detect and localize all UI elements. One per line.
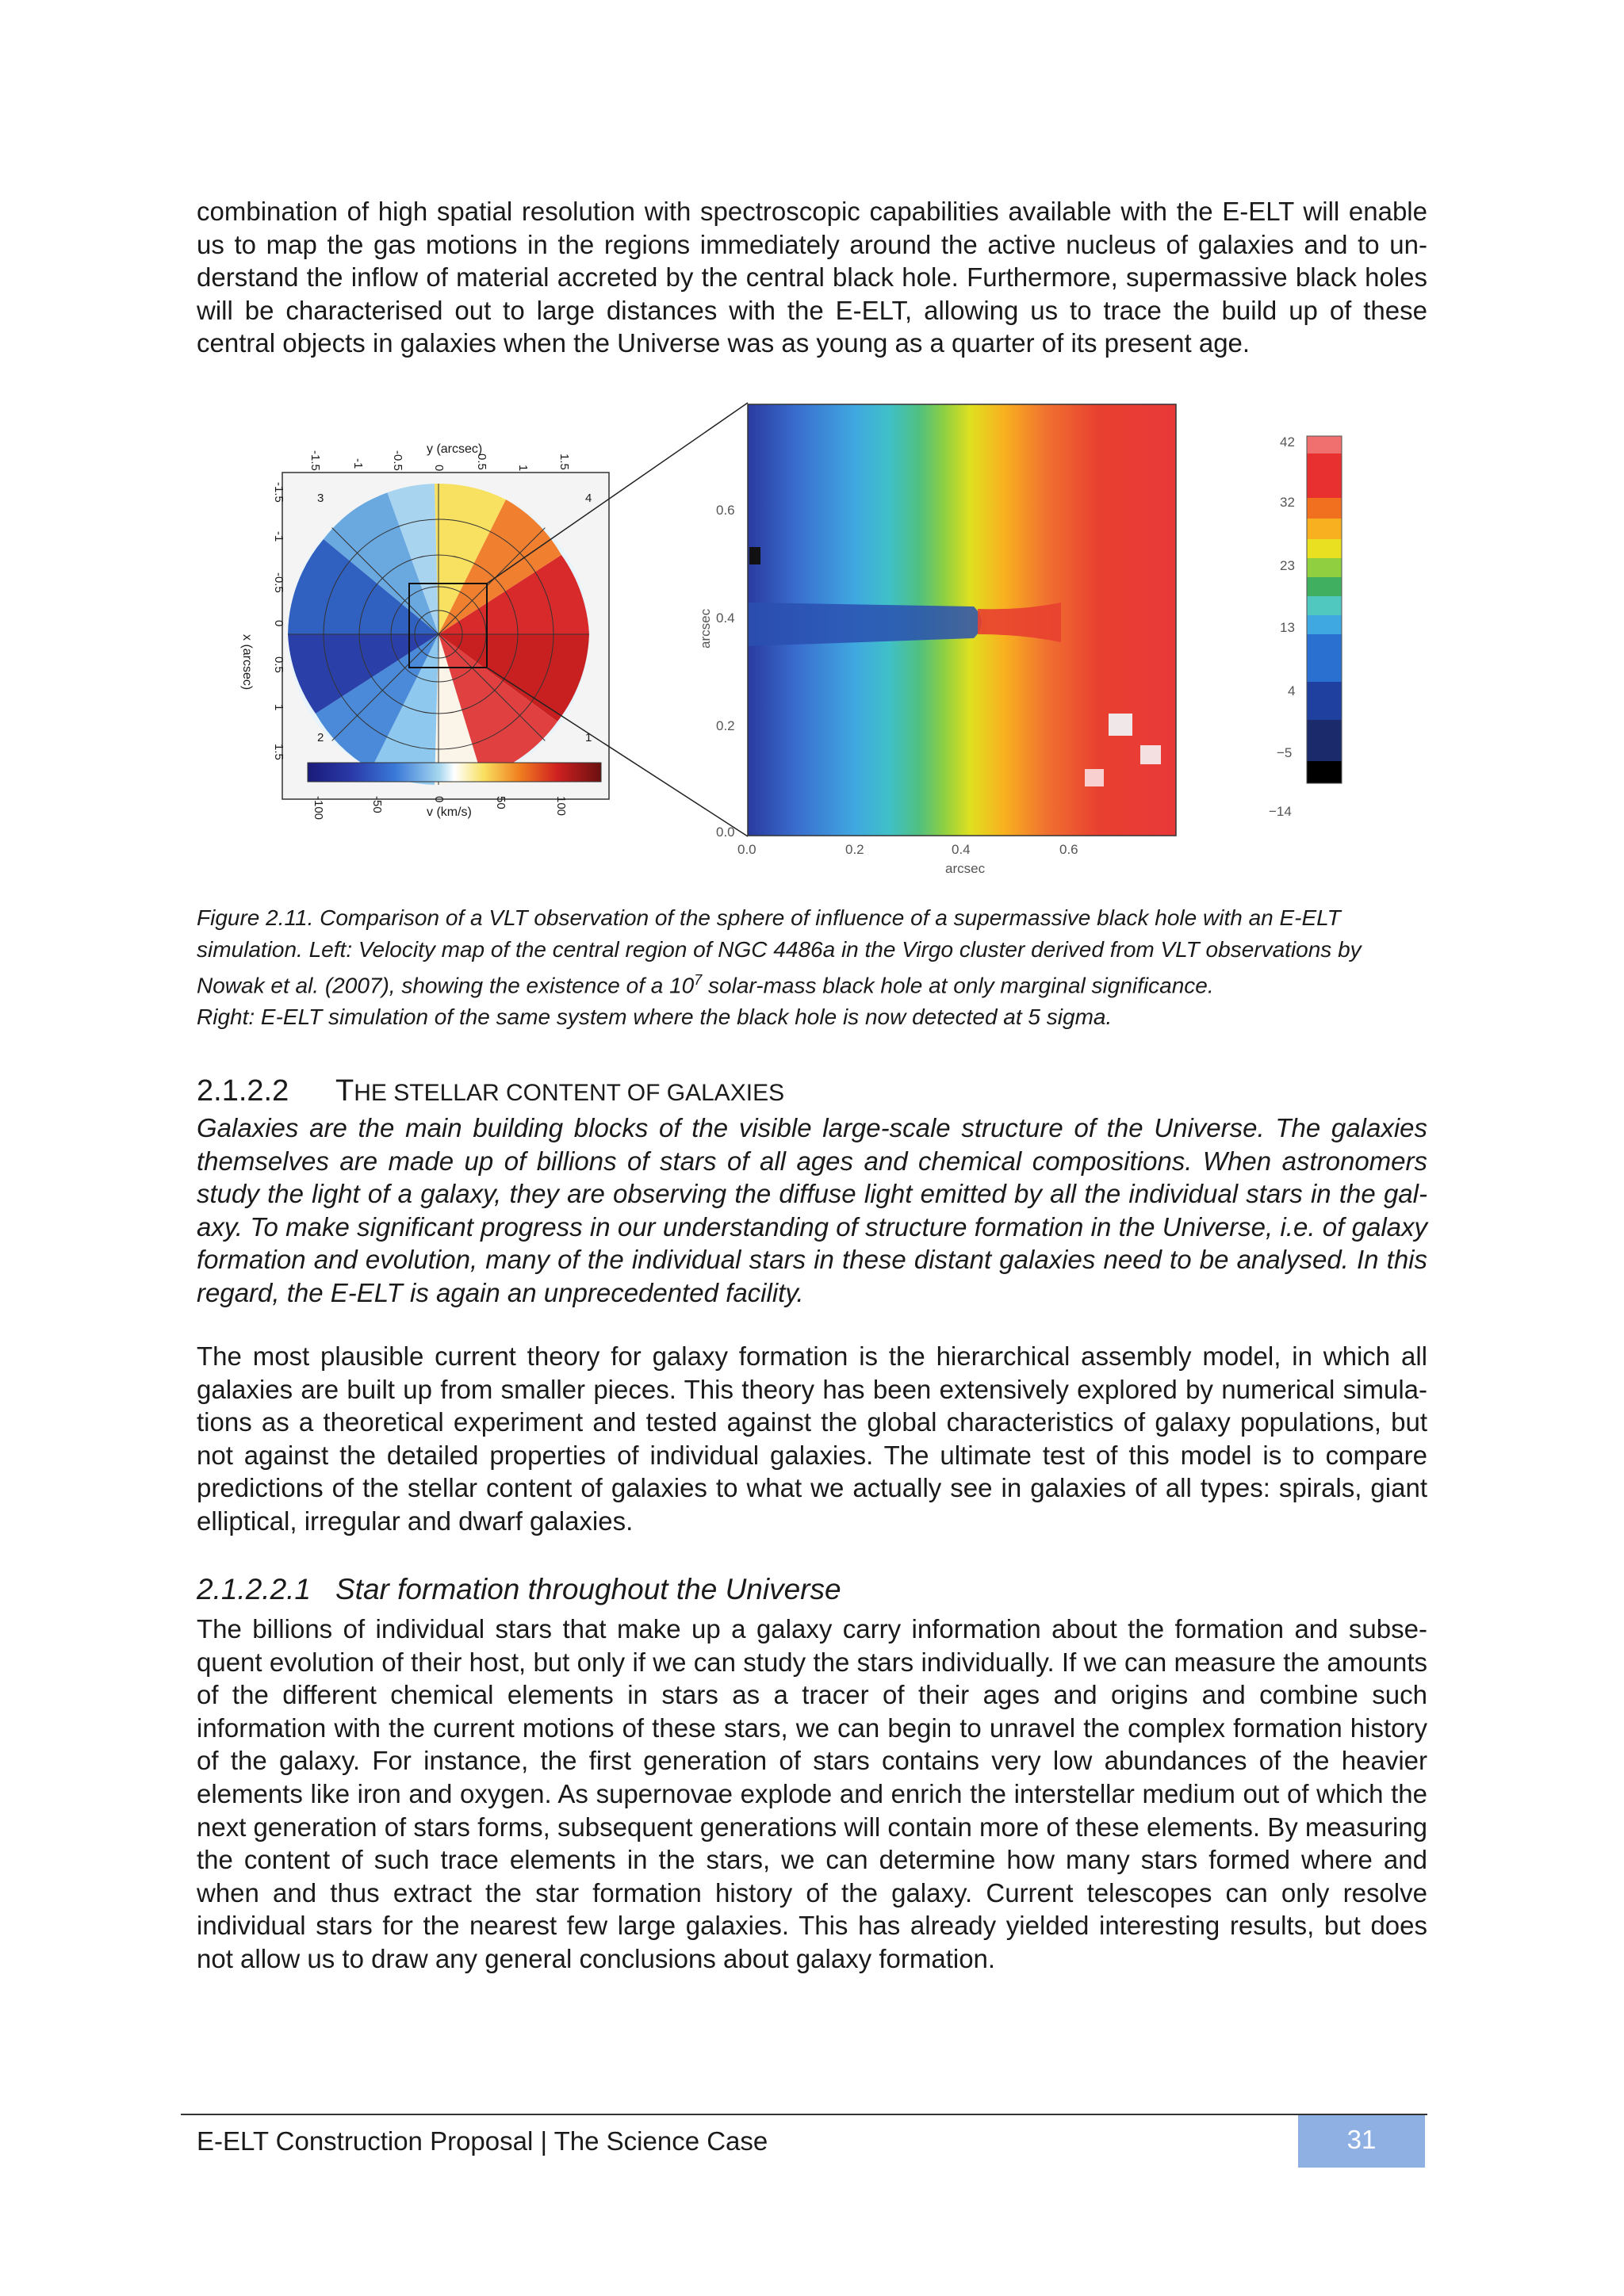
- y-tick: 0.5: [475, 453, 488, 470]
- footer-text: E-ELT Construction Proposal | The Science Case: [197, 2126, 768, 2156]
- x-tick: -1: [272, 531, 285, 542]
- x-tick: -0.5: [272, 572, 285, 593]
- section-heading: 2.1.2.2 THE STELLAR CONTENT OF GALAXIES: [197, 1072, 784, 1112]
- left-velocity-map: [197, 396, 1427, 888]
- y-tick: 1: [516, 465, 530, 472]
- right-x-tick: 0.0: [737, 842, 756, 857]
- right-y-axis-label: arcsec: [698, 608, 713, 649]
- section-number: 2.1.2.2: [197, 1074, 289, 1108]
- right-y-tick: 0.4: [716, 610, 735, 626]
- colorbar-tick: -100: [312, 796, 325, 821]
- colorbar-tick: -50: [370, 796, 384, 813]
- right-colorbar-tick: 42: [1280, 434, 1295, 450]
- colorbar-tick: 0: [432, 796, 446, 803]
- quadrant-label: 2: [317, 731, 324, 744]
- x-tick: 1.5: [272, 744, 285, 760]
- quadrant-label: 1: [585, 731, 592, 744]
- right-y-tick: 0.0: [716, 825, 735, 840]
- caption-line-1: Figure 2.11. Comparison of a VLT observation of the sphere of influence of a supermassive black hole with an E-ELT simulation. Left: Velocity map of the central region of NGC 4486a in the Virgo cluster derived from VLT observations by Nowak et al. (2007), showing the existence of a $10^7$ solar-mass black hole at only marginal significance.: [197, 905, 1362, 998]
- y-tick: -1: [351, 458, 365, 469]
- subsection-title: Star formation throughout the Universe: [335, 1573, 841, 1605]
- x-tick: 0.5: [272, 656, 285, 673]
- right-colorbar-tick: 32: [1280, 495, 1295, 510]
- x-tick: -1.5: [272, 482, 285, 503]
- right-x-tick: 0.2: [845, 842, 864, 857]
- left-x-axis-label: x (arcsec): [240, 634, 254, 691]
- y-tick: 0: [432, 465, 446, 472]
- intro-paragraph: combination of high spatial resolution with spectroscopic capabilities available with the E-ELT will enable us to map the gas motions in the regions immediately around the active nucleus of galaxies and to understand the inflow of material accreted by the central black hole. Furthermore, supermassive black holes will be characterised out to large distances with the E-ELT, allowing us to trace the build up of these central objects in galaxies when the Universe was as young as a quarter of its present age.: [197, 197, 1427, 358]
- right-x-tick: 0.4: [952, 842, 971, 857]
- right-colorbar-tick: 13: [1280, 620, 1295, 635]
- section-title: HE STELLAR CONTENT OF GALAXIES: [354, 1080, 785, 1106]
- subsection-number: 2.1.2.2.1: [197, 1573, 312, 1605]
- subsection-heading: [197, 1571, 841, 1608]
- right-colorbar-tick: 23: [1280, 558, 1295, 573]
- page-number-box: [1298, 2115, 1425, 2168]
- quadrant-label: 3: [317, 492, 324, 505]
- page-number: 31: [1346, 2125, 1377, 2154]
- colorbar-tick: 50: [494, 796, 508, 809]
- caption-line-2: Right: E-ELT simulation of the same system where the black hole is now detected at 5 sigma.: [197, 1004, 1113, 1029]
- section-intro-paragraph: Galaxies are the main building blocks of the visible large-scale structure of the Universe. The galaxies themselves are made up of billions of stars of all ages and chemical compositions. When astronomers study the light of a galaxy, they are observing the diffuse light emitted by all the individual stars in the galaxy. To make significant progress in our understanding of structure formation in the Universe, i.e. of galaxy formation and evolution, many of the individual stars in these distant galaxies need to be analysed. In this regard, the E-ELT is again an unprecedented facility.: [197, 1113, 1427, 1307]
- subsection-paragraph: The billions of individual stars that make up a galaxy carry information about the formation and subsequent evolution of their host, but only if we can study the stars individually. If we can measure the amounts of the different chemical elements in stars as a tracer of their ages and origins and combine such information with the current motions of these stars, we can begin to unravel the complex formation history of the galaxy. For instance, the first generation of stars contains very low abundances of the heavier elements like iron and oxygen. As supernovae explode and enrich the interstellar medium out of which the next generation of stars forms, subsequent generations will contain more of these elements. By measuring the content of such trace elements in the stars, we can determine how many stars formed where and when and thus extract the star formation history of the galaxy. Current telescopes can only resolve individual stars for the nearest few large galaxies. This has already yielded interesting results, but does not allow us to draw any general conclusions about galaxy formation.: [197, 1614, 1427, 1973]
- footer-rule: [181, 2114, 1427, 2115]
- right-colorbar-tick: −14: [1269, 804, 1292, 819]
- right-colorbar-tick: 4: [1288, 683, 1296, 698]
- right-x-tick: 0.6: [1059, 842, 1078, 857]
- right-y-tick: 0.2: [716, 718, 735, 733]
- colorbar-tick: 100: [554, 796, 568, 817]
- left-y-axis-label: y (arcsec): [427, 442, 483, 456]
- right-y-tick: 0.6: [716, 503, 735, 518]
- figure-2-11: [197, 396, 1427, 888]
- y-tick: -0.5: [391, 450, 404, 471]
- x-tick: 1: [272, 704, 285, 711]
- left-colorbar-label: v (km/s): [427, 806, 472, 819]
- section-paragraph-2: The most plausible current theory for galaxy formation is the hierarchical assembly model, in which all galaxies are built up from smaller pieces. This theory has been extensively explored by numerical simulations as a theoretical experiment and tested against the global characteristics of galaxy populations, but not against the detailed properties of individual galaxies. The ultimate test of this model is to compare predictions of the stellar content of galaxies to what we actually see in galaxies of all types: spirals, giant elliptical, irregular and dwarf galaxies.: [197, 1341, 1427, 1536]
- right-x-axis-label: arcsec: [945, 861, 986, 876]
- right-colorbar: [1307, 436, 1342, 783]
- x-tick: 0: [272, 620, 285, 627]
- y-tick: 1.5: [557, 453, 571, 470]
- right-colorbar-tick: −5: [1277, 745, 1293, 760]
- quadrant-label: 4: [585, 492, 592, 505]
- y-tick: -1.5: [308, 450, 322, 471]
- figure-caption: [197, 902, 1427, 1032]
